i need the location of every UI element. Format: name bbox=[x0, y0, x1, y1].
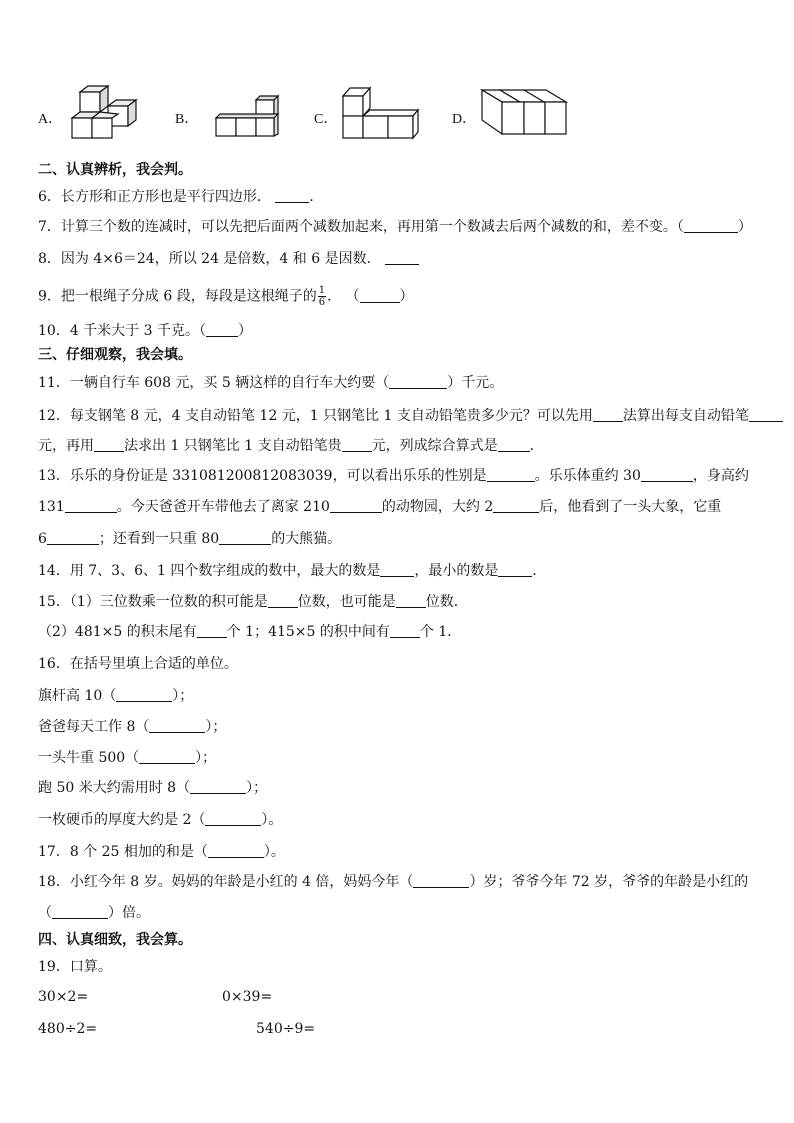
q12-line2d: ． bbox=[529, 438, 544, 454]
question-15-line-2 bbox=[38, 622, 461, 642]
q12-blank-1[interactable] bbox=[593, 407, 623, 422]
option-b-cube-figure bbox=[210, 90, 280, 140]
q11-text: 11．一辆自行车 608 元，买 5 辆这样的自行车大约要（ bbox=[38, 375, 390, 391]
q15-l2b: 个 1；415×5 的积中间有 bbox=[226, 624, 390, 640]
q13-line2c: 的动物园，大约 2 bbox=[381, 499, 494, 515]
option-a-label: A． bbox=[38, 112, 63, 127]
q16-item-2-text: 爸爸每天工作 8（ bbox=[38, 719, 150, 735]
option-d-label: D． bbox=[452, 112, 477, 127]
q16-item-4-blank[interactable] bbox=[190, 779, 246, 794]
q13-blank-4[interactable] bbox=[330, 498, 382, 513]
q12-line2a: 元，再用 bbox=[38, 438, 94, 454]
q16-item-4-tail: ）； bbox=[246, 780, 268, 796]
section-2-heading: 二、认真辨析，我会判。 bbox=[38, 162, 192, 178]
q8-text: 8．因为 4×6＝24，所以 24 是倍数，4 和 6 是因数． bbox=[38, 251, 381, 267]
q7-blank[interactable] bbox=[684, 218, 738, 233]
q12-blank-3[interactable] bbox=[94, 437, 124, 452]
q15-blank-1[interactable] bbox=[268, 593, 298, 608]
q14-a: 14．用 7、3、6、1 四个数字组成的数中，最大的数是 bbox=[38, 563, 381, 579]
q13-line1c: ，身高约 bbox=[692, 468, 749, 484]
question-11 bbox=[38, 373, 503, 393]
q13-line1b: 。乐乐体重约 30 bbox=[534, 468, 641, 484]
q6-text: 6．长方形和正方形也是平行四边形． bbox=[38, 189, 271, 205]
q16-item-2-blank[interactable] bbox=[149, 718, 205, 733]
q15-l1c: 位数． bbox=[425, 594, 468, 610]
q10-text: 10．4 千米大于 3 千克。（ bbox=[38, 323, 206, 339]
q13-line2b: 。今天爸爸开车带他去了离家 210 bbox=[116, 499, 330, 515]
q16-item-3-text: 一头牛重 500（ bbox=[38, 750, 140, 766]
q16-item-3-tail: ）； bbox=[195, 750, 217, 766]
q14-blank-1[interactable] bbox=[380, 562, 414, 577]
q16-item-5-blank[interactable] bbox=[205, 811, 261, 826]
q16-item-5 bbox=[38, 810, 282, 830]
q16-item-5-text: 一枚硬币的厚度大约是 2（ bbox=[38, 812, 206, 828]
q13-blank-7[interactable] bbox=[219, 530, 271, 545]
q16-item-4 bbox=[38, 778, 267, 798]
q12-line1: 12．每支钢笔 8 元，4 支自动铅笔 12 元，1 只钢笔比 1 支自动铅笔贵多少元？可以先用 bbox=[38, 408, 593, 424]
q15-blank-2[interactable] bbox=[396, 593, 426, 608]
q13-line3b: ；还看到一只重 80 bbox=[98, 531, 220, 547]
q16-item-1-text: 旗杆高 10（ bbox=[38, 688, 117, 704]
question-17 bbox=[38, 842, 285, 862]
q18-c: （ bbox=[38, 905, 52, 921]
question-12-line-1 bbox=[38, 406, 783, 426]
q15-l1b: 位数，也可能是 bbox=[297, 594, 396, 610]
q18-blank-1[interactable] bbox=[413, 873, 469, 888]
q12-blank-5[interactable] bbox=[498, 437, 530, 452]
q17-tail: ）。 bbox=[263, 844, 285, 860]
question-18-line-2 bbox=[38, 903, 150, 923]
q12-blank-2[interactable] bbox=[749, 407, 783, 422]
option-a-cube-figure bbox=[68, 84, 140, 146]
q9-tail: ． （ bbox=[327, 288, 360, 305]
q18-a: 18．小红今年 8 岁。妈妈的年龄是小红的 4 倍，妈妈今年（ bbox=[38, 874, 414, 890]
q11-blank[interactable] bbox=[389, 374, 447, 389]
option-b-label: B． bbox=[175, 112, 199, 127]
q7-text: 7．计算三个数的连减时，可以先把后面两个减数加起来，再用第一个数减去后两个减数的和，差不变。（ bbox=[38, 219, 684, 235]
question-7 bbox=[38, 217, 752, 237]
q9-text: 9．把一根绳子分成 6 段，每段是这根绳子的 bbox=[38, 288, 317, 305]
q12-blank-4[interactable] bbox=[342, 437, 372, 452]
q16-item-1-blank[interactable] bbox=[116, 687, 172, 702]
question-16-title: 16．在括号里填上合适的单位。 bbox=[38, 656, 238, 672]
question-12-line-2 bbox=[38, 436, 544, 456]
q19-expr-2: 0×39= bbox=[222, 989, 273, 1005]
q12-line1b: 法算出每支自动铅笔 bbox=[622, 408, 749, 424]
q19-expr-4: 540÷9= bbox=[256, 1021, 316, 1037]
section-4-heading: 四、认真细致，我会算。 bbox=[38, 932, 192, 948]
question-6 bbox=[38, 187, 323, 207]
q13-line2d: 后，他看到了一头大象，它重 bbox=[539, 499, 722, 515]
q6-tail: ． bbox=[309, 189, 324, 205]
q13-line1a: 13．乐乐的身份证是 331081200812083039，可以看出乐乐的性别是 bbox=[38, 468, 487, 484]
q10-blank[interactable] bbox=[206, 322, 238, 337]
q9-fraction bbox=[318, 285, 326, 308]
q13-blank-6[interactable] bbox=[47, 530, 99, 545]
q13-line2a: 131 bbox=[38, 499, 65, 515]
q17-text: 17．8 个 25 相加的和是（ bbox=[38, 844, 208, 860]
q16-item-3-blank[interactable] bbox=[139, 749, 195, 764]
q13-blank-5[interactable] bbox=[493, 498, 539, 513]
q10-tail: ） bbox=[237, 323, 252, 339]
question-15-line-1 bbox=[38, 592, 468, 612]
q14-c: ． bbox=[532, 563, 547, 579]
q15-l1a: 15．（1）三位数乘一位数的积可能是 bbox=[38, 594, 268, 610]
question-13-line-1 bbox=[38, 466, 749, 486]
q16-item-1-tail: ）； bbox=[172, 688, 194, 704]
option-c-cube-figure bbox=[340, 84, 420, 144]
option-d-cube-figure bbox=[478, 86, 570, 138]
q12-line2c: 元，列成综合算式是 bbox=[371, 438, 498, 454]
q16-item-1 bbox=[38, 686, 193, 706]
q19-expr-3: 480÷2= bbox=[38, 1021, 98, 1037]
q18-d: ）倍。 bbox=[108, 905, 150, 921]
q18-b: ）岁；爷爷今年 72 岁，爷爷的年龄是小红的 bbox=[469, 874, 749, 890]
q11-tail: ）千元。 bbox=[447, 375, 504, 391]
q15-blank-4[interactable] bbox=[390, 623, 420, 638]
question-8 bbox=[38, 249, 419, 269]
question-10 bbox=[38, 321, 252, 341]
q16-item-3 bbox=[38, 748, 216, 768]
q14-blank-2[interactable] bbox=[498, 562, 532, 577]
question-14 bbox=[38, 561, 546, 581]
option-c-label: C． bbox=[314, 112, 338, 127]
q16-item-5-tail: ）。 bbox=[261, 812, 283, 828]
q13-line3a: 6 bbox=[38, 531, 47, 547]
question-18-line-1 bbox=[38, 872, 748, 892]
question-19-title: 19．口算。 bbox=[38, 959, 112, 975]
q15-l2a: （2）481×5 的积末尾有 bbox=[38, 624, 197, 640]
q15-l2c: 个 1． bbox=[419, 624, 462, 640]
section-3-heading: 三、仔细观察，我会填。 bbox=[38, 347, 192, 363]
q18-blank-2[interactable] bbox=[52, 904, 108, 919]
q19-expr-1: 30×2= bbox=[38, 989, 89, 1005]
q8-blank[interactable] bbox=[385, 250, 419, 265]
q17-blank[interactable] bbox=[208, 843, 264, 858]
question-9 bbox=[38, 285, 414, 308]
q16-item-4-text: 跑 50 米大约需用时 8（ bbox=[38, 780, 191, 796]
q9-tail2: ） bbox=[399, 288, 414, 305]
q7-tail: ） bbox=[737, 219, 752, 235]
q16-item-2 bbox=[38, 717, 226, 737]
q16-item-2-tail: ）； bbox=[205, 719, 227, 735]
q15-blank-3[interactable] bbox=[197, 623, 227, 638]
q13-line3c: 的大熊猫。 bbox=[271, 531, 342, 547]
q14-b: ，最小的数是 bbox=[414, 563, 499, 579]
q13-blank-2[interactable] bbox=[641, 467, 693, 482]
question-13-line-3 bbox=[38, 529, 341, 549]
q12-line2b: 法求出 1 只钢笔比 1 支自动铅笔贵 bbox=[124, 438, 342, 454]
question-13-line-2 bbox=[38, 497, 721, 517]
q13-blank-3[interactable] bbox=[65, 498, 117, 513]
q13-blank-1[interactable] bbox=[487, 467, 535, 482]
q9-fraction-denominator: 6 bbox=[318, 297, 326, 308]
q9-fraction-numerator: 1 bbox=[318, 285, 326, 296]
q9-blank[interactable] bbox=[360, 288, 400, 303]
q6-blank[interactable] bbox=[275, 188, 309, 203]
